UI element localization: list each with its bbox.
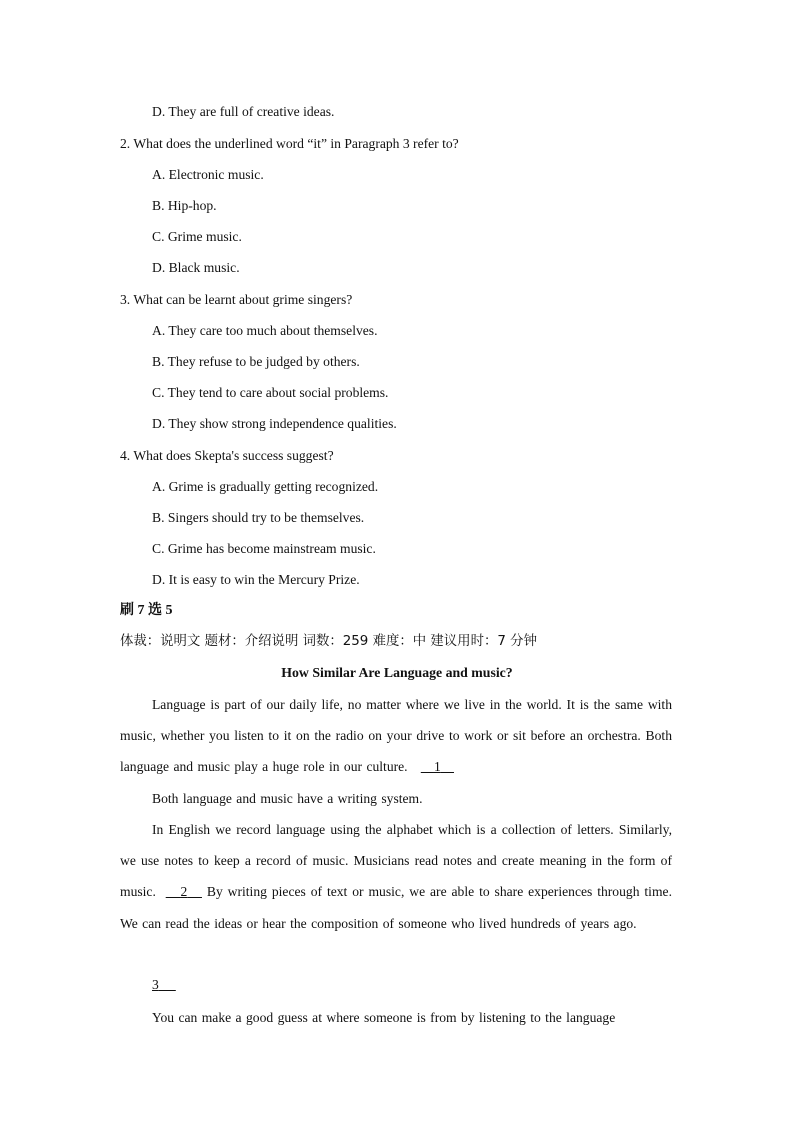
q1-option-d: D. They are full of creative ideas. — [152, 104, 335, 119]
section-meta: 体裁：说明文 题材：介绍说明 词数：259 难度：中 建议用时：7 分钟 — [120, 634, 537, 649]
q4-option-c: C. Grime has become mainstream music. — [152, 541, 376, 556]
passage-paragraph-3 — [120, 814, 672, 939]
q3-option-c: C. They tend to care about social problems. — [152, 385, 389, 400]
paragraph-1-text: Language is part of our daily life, no matter where we live in the world. It is the same with music, whether you listen to it on the radio on your drive to work or sit before an orchestra. Both language and music play a huge role in our culture. — [120, 697, 672, 775]
blank-1-number: 1 — [433, 759, 441, 775]
q3-option-d: D. They show strong independence qualities. — [152, 416, 397, 431]
q2-option-a: A. Electronic music. — [152, 167, 264, 182]
q4-option-a: A. Grime is gradually getting recognized. — [152, 479, 379, 494]
q3-option-b: B. They refuse to be judged by others. — [152, 354, 360, 369]
paragraph-3-text-a: In English we record language using the alphabet which is a collection of letters. Similarly, we use notes to keep a record of music. Musicians read notes and create meaning in the form of music. — [120, 822, 672, 900]
section-heading: 刷 7 选 5 — [120, 603, 173, 618]
q2-stem: 2. What does the underlined word “it” in Paragraph 3 refer to? — [120, 136, 459, 151]
blank-1 — [421, 759, 454, 774]
blank-3-number: 3 — [152, 977, 159, 992]
q4-stem: 4. What does Skepta's success suggest? — [120, 448, 334, 463]
q2-option-d: D. Black music. — [152, 260, 240, 275]
passage-paragraph-2: Both language and music have a writing system. — [152, 791, 423, 806]
blank-3 — [152, 977, 176, 992]
q2-option-b: B. Hip-hop. — [152, 198, 217, 213]
passage-title: How Similar Are Language and music? — [281, 665, 513, 680]
blank-3-line — [152, 977, 176, 993]
passage-paragraph-1 — [120, 689, 672, 783]
q4-option-b: B. Singers should try to be themselves. — [152, 510, 365, 525]
q4-option-d: D. It is easy to win the Mercury Prize. — [152, 572, 360, 587]
q2-option-c: C. Grime music. — [152, 229, 242, 244]
blank-2-number: 2 — [180, 884, 188, 900]
paragraph-3-text-b: By writing pieces of text or music, we are able to share experiences through time. We can read the ideas or hear the composition of someone who lived hundreds of years ago. — [120, 884, 672, 931]
passage-paragraph-4: You can make a good guess at where someone is from by listening to the language — [152, 1010, 616, 1025]
q3-stem: 3. What can be learnt about grime singers? — [120, 292, 353, 307]
blank-2 — [166, 884, 202, 899]
q3-option-a: A. They care too much about themselves. — [152, 323, 378, 338]
